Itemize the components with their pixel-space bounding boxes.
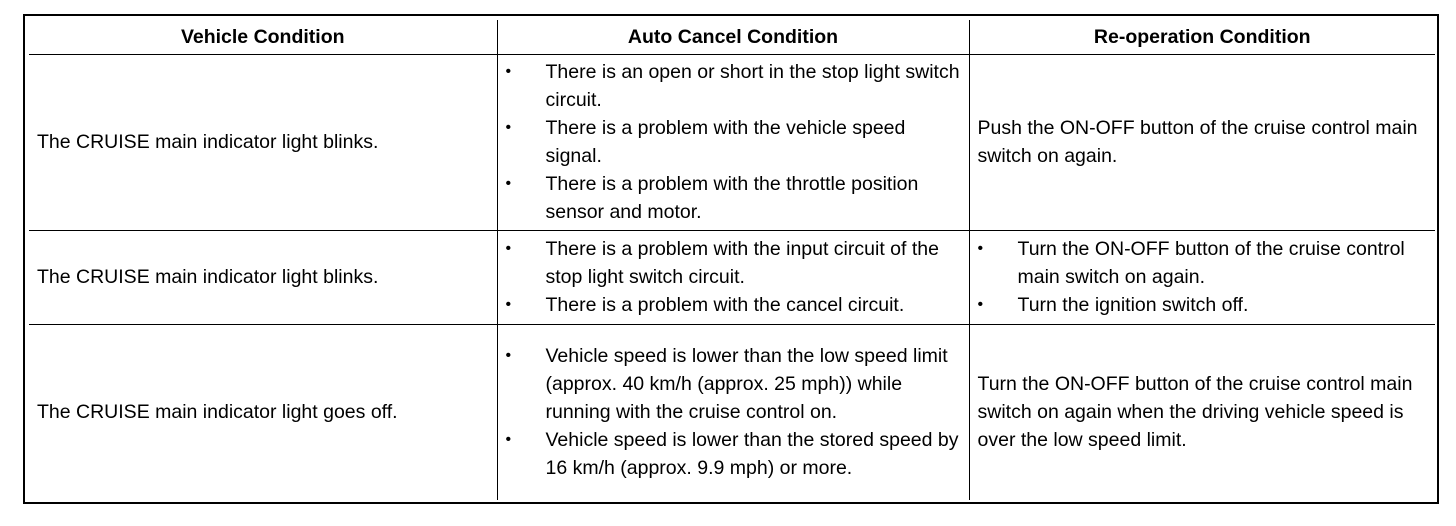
list-item: • There is a problem with the cancel circuit.: [506, 291, 961, 319]
list-item: • Turn the ignition switch off.: [978, 291, 1428, 319]
auto-cancel-list: [506, 58, 961, 226]
vehicle-condition-cell: The CRUISE main indicator light blinks.: [29, 230, 497, 324]
auto-cancel-list: [506, 342, 961, 482]
list-item: • Vehicle speed is lower than the stored speed by 16 km/h (approx. 9.9 mph) or more.: [506, 426, 961, 482]
list-item: • Vehicle speed is lower than the low speed limit (approx. 40 km/h (approx. 25 mph)) while running with the cruise control on.: [506, 342, 961, 426]
reoperation-cell: Turn the ON-OFF button of the cruise control main switch on again when the driving vehicle speed is over the low speed limit.: [969, 324, 1435, 500]
auto-cancel-cell: [497, 54, 969, 230]
list-item: • There is a problem with the input circuit of the stop light switch circuit.: [506, 235, 961, 291]
table-row: [29, 230, 1435, 324]
table-row: [29, 324, 1435, 500]
auto-cancel-list: [506, 235, 961, 319]
vehicle-condition-cell: The CRUISE main indicator light goes off.: [29, 324, 497, 500]
reoperation-cell: [969, 230, 1435, 324]
list-item: • There is a problem with the throttle position sensor and motor.: [506, 170, 961, 226]
table-frame: [23, 14, 1439, 504]
cruise-cancel-table: [29, 20, 1435, 500]
list-item: • There is an open or short in the stop light switch circuit.: [506, 58, 961, 114]
vehicle-condition-cell: The CRUISE main indicator light blinks.: [29, 54, 497, 230]
list-item: • Turn the ON-OFF button of the cruise control main switch on again.: [978, 235, 1428, 291]
header-reoperation-condition: Re-operation Condition: [969, 20, 1435, 54]
reoperation-cell: Push the ON-OFF button of the cruise control main switch on again.: [969, 54, 1435, 230]
header-row: [29, 20, 1435, 54]
header-auto-cancel-condition: Auto Cancel Condition: [497, 20, 969, 54]
auto-cancel-cell: [497, 324, 969, 500]
table-row: [29, 54, 1435, 230]
header-vehicle-condition: Vehicle Condition: [29, 20, 497, 54]
list-item: • There is a problem with the vehicle speed signal.: [506, 114, 961, 170]
reoperation-list: [978, 235, 1428, 319]
auto-cancel-cell: [497, 230, 969, 324]
